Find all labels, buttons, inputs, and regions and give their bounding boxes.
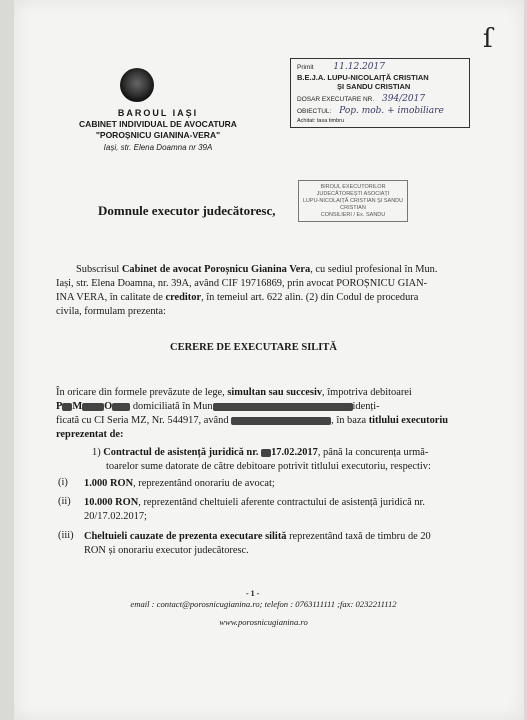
file-number: 394/2017 bbox=[381, 94, 426, 104]
footer-website: www.porosnicugianina.ro bbox=[219, 617, 308, 627]
footer-contact: email : contact@porosnicugianina.ro; telefon : 0763111111 ;fax: 0232211112 bbox=[130, 599, 397, 609]
sum-item-2: 10.000 RON, reprezentând cheltuieli aferente contractului de asistență juridică nr. 20/17.02.2017; bbox=[84, 497, 426, 522]
handwritten-mark: ſ bbox=[483, 24, 493, 54]
sum-label-2: (ii) bbox=[58, 496, 71, 507]
list-item-contract: 1) Contractul de asistență juridică nr. 17.02.2017, până la concurența urmă- toarelor sume datorate de către debitoare potrivit titlului executoriu, respectiv: bbox=[92, 447, 431, 472]
object-value: Pop. mob. + imobiliare bbox=[339, 106, 444, 116]
office-stamp: BIROUL EXECUTORILOR JUDECĂTOREȘTI ASOCIAȚI LUPU-NICOLAIȚĂ CRISTIAN ȘI SANDU CRISTIAN CONSILIERI / Ex. SANDU bbox=[298, 180, 408, 222]
bar-name: BAROUL IAȘI bbox=[117, 108, 199, 118]
sum-label-3: (iii) bbox=[58, 530, 74, 541]
salutation: Domnule executor judecătoresc, bbox=[98, 203, 276, 218]
bar-logo-icon bbox=[120, 68, 154, 102]
cabinet-name: CABINET INDIVIDUAL DE AVOCATURA bbox=[79, 119, 237, 129]
office-line-2: ȘI SANDU CRISTIAN bbox=[337, 82, 411, 91]
registration-stamp: Primit 11.12.2017 B.E.J.A. LUPU-NICOLAIȚĂ CRISTIAN ȘI SANDU CRISTIAN DOSAR EXECUTARE NR. 394/2017 OBIECTUL: Pop. mob. + imobiliare Achitat: taxa timbru bbox=[290, 58, 470, 128]
body-paragraph: În oricare din formele prevăzute de lege, simultan sau succesiv, împotriva debitoarei P M O domiciliată în Mun idenți- ficată cu CI Seria MZ, Nr. 544917, având , în baza titlului executoriu reprezentat de: bbox=[56, 387, 449, 440]
cabinet-address: Iași, str. Elena Doamna nr 39A bbox=[103, 143, 213, 152]
fee-note: Achitat: taxa timbru bbox=[297, 118, 345, 124]
intro-paragraph: Subscrisul Cabinet de avocat Poroșnicu Gianina Vera, cu sediul profesional în Mun. Iași, str. Elena Doamna, nr. 39A, având CIF 19716869, prin avocat POROȘNICU GIAN- INA VERA, în calitate de creditor, în temeiul art. 622 alin. (2) din Codul de procedura civila, formulam prezenta: bbox=[56, 264, 438, 317]
lawyer-name: "POROȘNICU GIANINA-VERA" bbox=[95, 130, 221, 140]
received-date: 11.12.2017 bbox=[333, 62, 385, 72]
office-line-1: B.E.J.A. LUPU-NICOLAIȚĂ CRISTIAN bbox=[297, 73, 429, 82]
document-title: CERERE DE EXECUTARE SILITĂ bbox=[170, 342, 337, 353]
sum-item-3: Cheltuieli cauzate de prezenta executare silită reprezentând taxă de timbru de 20 RON și onorariu executor judecătoresc. bbox=[84, 531, 431, 556]
sum-item-1: 1.000 RON, reprezentând onorariu de avocat; bbox=[84, 478, 275, 489]
sum-label-1: (i) bbox=[58, 477, 68, 488]
page-number: - 1 - bbox=[246, 589, 260, 598]
